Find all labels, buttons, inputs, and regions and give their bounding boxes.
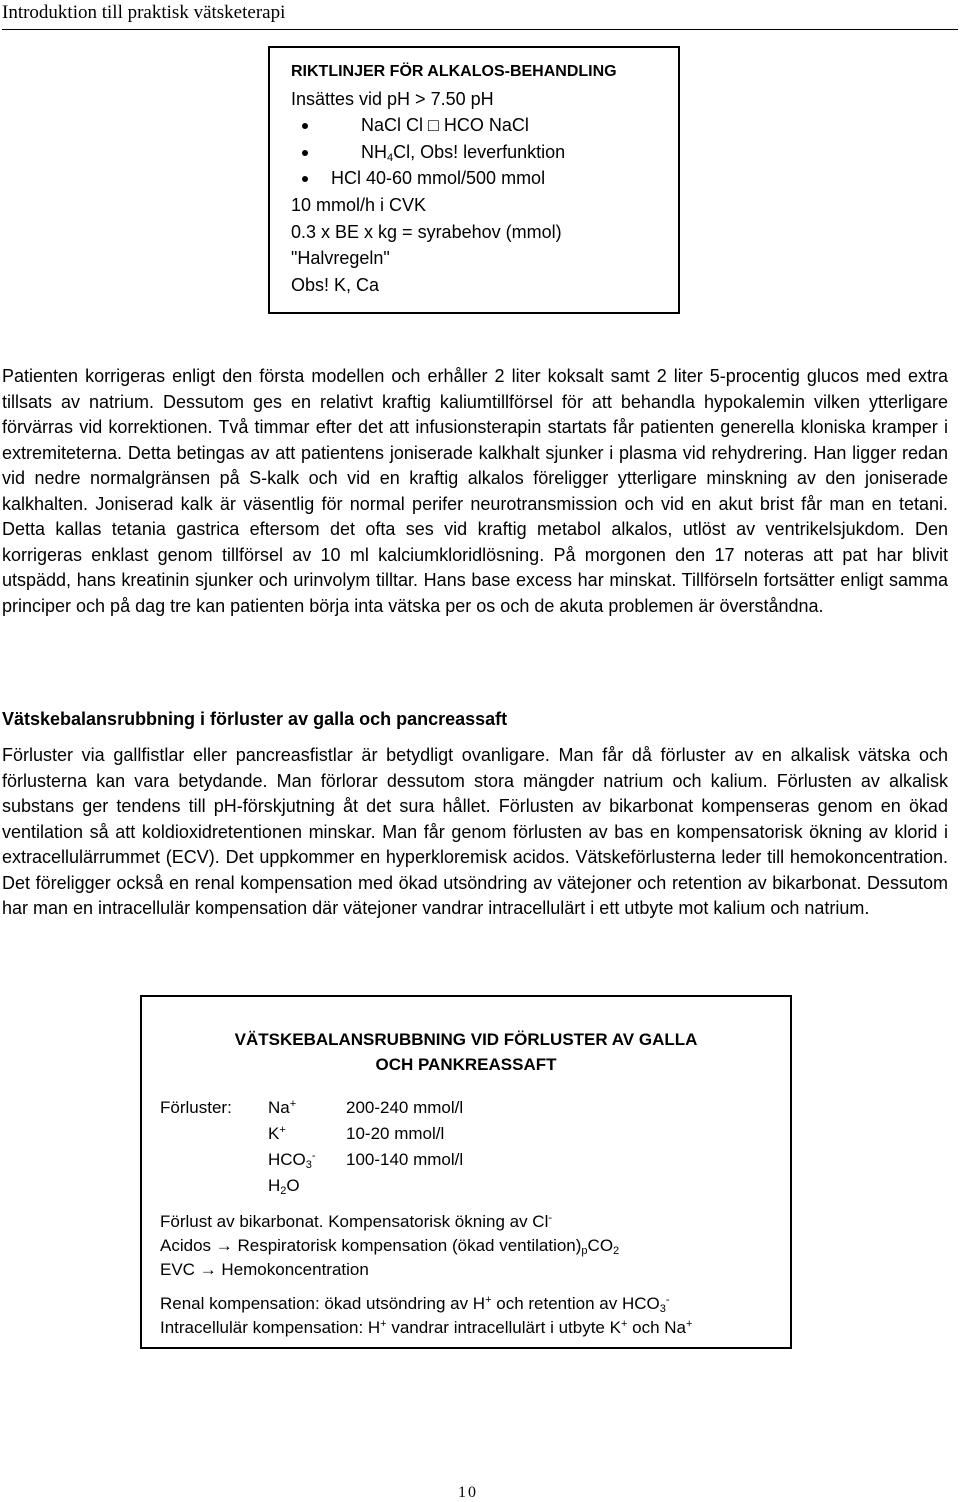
half-rule-line: "Halvregeln" (291, 248, 390, 269)
bicarbonate-loss-line: Förlust av bikarbonat. Kompensatorisk ökning av Cl- (160, 1212, 553, 1231)
ph-threshold-line (291, 86, 678, 113)
bullet-nh4cl: $NH_4Cl$, Obs! leverfunktion (291, 139, 678, 166)
ph-prefix: Insättes vid pH > (291, 88, 431, 109)
case-paragraph: Patienten korrigeras enligt den första modellen och erhåller 2 liter koksalt samt 2 liter 5-procentig glucos med extra tillsats av natrium. Dessutom ges en relativt kraftig kaliumtillförsel för att behandla hypokalemin vilken ytterligare förvärras vid korrektionen. Två timmar efter det att infusionsterapin startats får patienten generella kloniska kramper i extremiteterna. Detta betingas av att patientens joniserade kalkhalt sjunker i plasma vid rehydrering. Han ligger redan vid nedre normalgränsen på S-kalk och vid en kraftig alkalos föreligger ytterligare minskning av den joniserade kalkhalten. Joniserad kalk är väsentlig för normal perifer neurotransmission och vid en akut brist får man en tetani. Detta kallas tetania gastrica eftersom det ofta ses vid kraftig metabol alkalos, utlöst av ventrikelsjukdom. Den korrigeras enklast genom tillförsel av 10 ml kalciumkloridlösning. På morgonen den 17 noteras att pat har blivit utspädd, hans kreatinin sjunker och urinvolym tilltar. Hans base excess har minskat. Tillförseln fortsätter enligt samma principer och på dag tre kan patienten börja inta vätska per os och de akuta problemen är överståndna. (2, 366, 948, 616)
cvk-rate-line: 10 mmol/h i CVK (291, 194, 427, 215)
bile-pancreas-paragraph: Förluster via gallfistlar eller pancreasfistlar är betydligt ovanligare. Man får då förluster av en alkalisk vätska och förlusterna kan vara betydande. Man förlorar dessutom stora mängder natrium och kalium. Förlusten av alkalisk substans ger tendens till pH-förskjutning åt det sura hållet. Förlusten av bikarbonat kompenseras genom en ökad ventilation så att koldioxidretentionen minskar. Man får genom förlusten av bas en kompensatorisk ökning av klorid i extracellulärrummet (ECV). Det uppkommer en hyperkloremisk acidos. Vätskeförlusterna leder till hemokoncentration. Det föreligger också en renal kompensation med ökad utsöndring av vätejoner och retention av bikarbonat. Dessutom har man en intracellulär kompensation där vätejoner vandrar intracellulärt i ett utbyte mot kalium och natrium. (2, 745, 948, 918)
ph-value: 7.50 (430, 88, 466, 109)
hco3-label: $HCO_3^-$ (268, 1150, 316, 1171)
ph-unit: pH (465, 88, 494, 109)
na-label: Na+ (268, 1098, 297, 1117)
running-head (2, 0, 958, 30)
section-heading: Vätskebalansrubbning i förluster av galla och pancreassaft (2, 709, 508, 729)
acidosis-line: Acidos → Respiratorisk kompensation (ökad $ventilation)_pCO_2$ (160, 1236, 620, 1257)
losses-label: Förluster: (160, 1098, 232, 1117)
bullet-hcl: HCl 40-60 mmol/500 mmol (291, 165, 678, 192)
arrow-icon: → (199, 1260, 217, 1279)
summary-box-title: VÄTSKEBALANSRUBBNING VID FÖRLUSTER AV GALLA OCH PANKREASSAFT (234, 1030, 698, 1074)
page-number: 10 (458, 1484, 478, 1501)
evc-line: EVC → Hemokoncentration (160, 1260, 369, 1279)
na-range: 200-240 mmol/l (346, 1098, 464, 1117)
k-range: 10-20 mmol/l (346, 1124, 445, 1143)
hco3-range: 100-140 mmol/l (346, 1150, 464, 1169)
guidelines-heading: RIKTLINJER FÖR ALKALOS-BEHANDLING (291, 63, 617, 80)
bullet-nacl: NaCl Cl □ HCO NaCl (291, 112, 678, 139)
bile-pancreas-summary-box (140, 995, 792, 1349)
h2o-label: $H_2O$ (268, 1176, 300, 1197)
intracellular-compensation-line: Intracellulär kompensation: H+ vandrar intracellulärt i utbyte K+ och Na+ (160, 1318, 693, 1337)
document-title: Introduktion till praktisk vätsketerapi (2, 2, 286, 23)
acid-need-formula: 0.3 x BE x kg = syrabehov (mmol) (291, 221, 562, 242)
arrow-icon: → (215, 1236, 233, 1255)
k-label: K+ (268, 1124, 286, 1143)
obs-k-ca-line: Obs! K, Ca (291, 274, 380, 295)
alkalosis-guidelines-box (268, 46, 680, 314)
renal-compensation-line: Renal kompensation: ökad utsöndring av H+ och retention av $HCO_3^-$ (160, 1294, 670, 1315)
